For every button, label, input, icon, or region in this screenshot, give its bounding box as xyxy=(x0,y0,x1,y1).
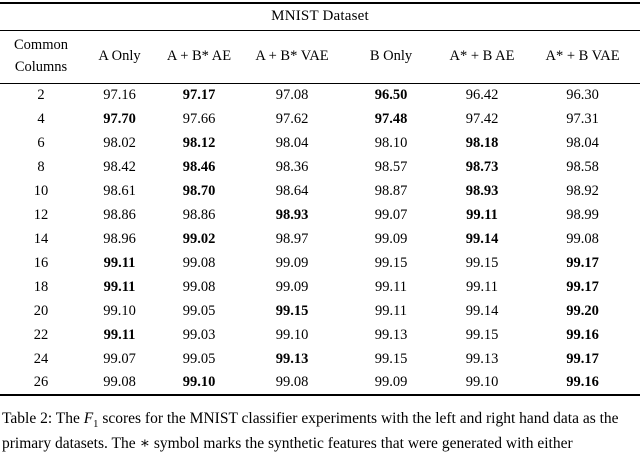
score-cell: 97.42 xyxy=(465,110,499,127)
common-columns-cell: 12 xyxy=(33,206,49,223)
score-cell: 99.11 xyxy=(103,254,136,271)
score-cell: 98.42 xyxy=(103,158,136,175)
common-header-line2: Columns xyxy=(14,58,68,75)
column-header: A* + B VAE xyxy=(525,30,640,83)
score-cell: 99.11 xyxy=(374,278,408,295)
score-cell: 96.30 xyxy=(566,86,599,103)
common-columns-cell: 20 xyxy=(33,302,49,319)
common-columns-cell: 10 xyxy=(33,182,49,199)
common-columns-cell: 6 xyxy=(37,134,45,151)
score-cell: 98.97 xyxy=(275,230,309,247)
score-cell: 99.15 xyxy=(275,302,309,319)
common-columns-cell: 2 xyxy=(37,86,45,103)
score-cell: 97.31 xyxy=(566,110,599,127)
caption-text: scores for the MNIST classifier experiments with the left and right hand data as the primary datasets. The ∗ symbol marks the synthetic features that were generated with either xyxy=(2,410,619,452)
table-row xyxy=(0,347,640,371)
score-cell: 98.86 xyxy=(103,206,136,223)
score-cell: 99.03 xyxy=(182,326,216,343)
table-row xyxy=(0,155,640,179)
column-header: A Only xyxy=(82,30,157,83)
table-row xyxy=(0,275,640,299)
score-cell: 98.58 xyxy=(566,158,599,175)
common-columns-cell: 26 xyxy=(33,374,49,390)
column-header: A + B* AE xyxy=(157,30,241,83)
table-caption xyxy=(0,408,640,455)
score-cell: 99.05 xyxy=(182,302,216,319)
score-cell: 99.07 xyxy=(374,206,408,223)
score-cell: 99.08 xyxy=(103,374,136,390)
column-header: A* + B AE xyxy=(439,30,525,83)
mnist-results-table xyxy=(0,2,640,396)
score-cell: 98.36 xyxy=(275,158,309,175)
score-cell: 98.12 xyxy=(182,134,216,151)
score-cell: 98.61 xyxy=(103,182,136,199)
score-cell: 99.08 xyxy=(275,374,309,390)
score-cell: 98.86 xyxy=(182,206,216,223)
score-cell: 99.09 xyxy=(275,278,309,295)
score-cell: 99.20 xyxy=(566,302,599,319)
common-columns-cell: 22 xyxy=(33,326,49,343)
common-columns-cell: 18 xyxy=(33,278,49,295)
score-cell: 99.10 xyxy=(103,302,136,319)
score-cell: 99.08 xyxy=(182,254,216,271)
table-row xyxy=(0,107,640,131)
column-header-common-columns xyxy=(0,30,82,83)
score-cell: 99.16 xyxy=(566,374,599,390)
common-columns-cell: 16 xyxy=(33,254,49,271)
table-row xyxy=(0,83,640,107)
score-cell: 99.11 xyxy=(465,278,499,295)
score-cell: 99.10 xyxy=(465,374,499,390)
score-cell: 99.17 xyxy=(566,278,599,295)
score-cell: 98.99 xyxy=(566,206,599,223)
common-columns-cell: 4 xyxy=(37,110,45,127)
score-cell: 99.08 xyxy=(566,230,599,247)
column-header-row xyxy=(0,30,640,83)
common-columns-cell: 14 xyxy=(33,230,49,247)
table-row xyxy=(0,371,640,395)
score-cell: 98.70 xyxy=(182,182,216,199)
score-cell: 97.62 xyxy=(275,110,309,127)
table-title-row xyxy=(0,3,640,30)
table-row xyxy=(0,251,640,275)
score-cell: 99.09 xyxy=(374,230,408,247)
column-header: B Only xyxy=(343,30,439,83)
score-cell: 99.13 xyxy=(465,350,499,367)
score-cell: 96.42 xyxy=(465,86,499,103)
score-cell: 99.08 xyxy=(182,278,216,295)
score-cell: 99.11 xyxy=(466,206,498,223)
score-cell: 99.17 xyxy=(566,254,599,271)
score-cell: 99.07 xyxy=(103,350,136,367)
score-cell: 98.92 xyxy=(566,182,599,199)
score-cell: 99.17 xyxy=(566,350,599,367)
score-cell: 98.57 xyxy=(374,158,408,175)
table-row xyxy=(0,227,640,251)
table-row xyxy=(0,179,640,203)
score-cell: 99.09 xyxy=(275,254,309,271)
score-cell: 99.05 xyxy=(182,350,216,367)
score-cell: 98.04 xyxy=(566,134,599,151)
common-columns-cell: 24 xyxy=(33,350,49,367)
score-cell: 98.04 xyxy=(275,134,309,151)
score-cell: 98.93 xyxy=(275,206,309,223)
score-cell: 99.14 xyxy=(465,230,499,247)
f1-symbol: F xyxy=(83,410,94,427)
score-cell: 99.15 xyxy=(465,254,499,271)
score-cell: 98.18 xyxy=(465,134,499,151)
common-header-line1: Common xyxy=(14,37,68,54)
table-row xyxy=(0,131,640,155)
table-body xyxy=(0,83,640,395)
score-cell: 97.17 xyxy=(182,86,216,103)
score-cell: 99.15 xyxy=(374,350,408,367)
score-cell: 99.10 xyxy=(182,374,216,390)
column-header: A + B* VAE xyxy=(241,30,343,83)
table-row xyxy=(0,299,640,323)
score-cell: 99.13 xyxy=(275,350,309,367)
score-cell: 97.66 xyxy=(182,110,216,127)
table-head xyxy=(0,3,640,83)
table-row xyxy=(0,203,640,227)
score-cell: 99.11 xyxy=(103,278,136,295)
table-row xyxy=(0,323,640,347)
score-cell: 99.11 xyxy=(374,302,408,319)
score-cell: 99.15 xyxy=(374,254,408,271)
score-cell: 98.10 xyxy=(374,134,408,151)
score-cell: 99.02 xyxy=(182,230,216,247)
score-cell: 99.09 xyxy=(374,374,408,390)
score-cell: 99.10 xyxy=(275,326,309,343)
f1-subscript: 1 xyxy=(93,419,99,431)
score-cell: 99.15 xyxy=(465,326,499,343)
score-cell: 99.16 xyxy=(566,326,599,343)
common-columns-cell: 8 xyxy=(37,158,45,175)
score-cell: 98.73 xyxy=(465,158,499,175)
score-cell: 98.64 xyxy=(275,182,309,199)
score-cell: 98.96 xyxy=(103,230,136,247)
score-cell: 98.02 xyxy=(103,134,136,151)
score-cell: 98.87 xyxy=(374,182,408,199)
score-cell: 97.16 xyxy=(103,86,136,103)
score-cell: 97.48 xyxy=(374,110,408,127)
score-cell: 99.13 xyxy=(374,326,408,343)
score-cell: 97.08 xyxy=(275,86,309,103)
score-cell: 99.11 xyxy=(103,326,136,343)
score-cell: 98.93 xyxy=(465,182,499,199)
score-cell: 98.46 xyxy=(182,158,216,175)
caption-prefix: Table 2: The xyxy=(2,410,84,427)
table-title: MNIST Dataset xyxy=(0,3,640,30)
score-cell: 97.70 xyxy=(103,110,136,127)
score-cell: 96.50 xyxy=(374,86,408,103)
score-cell: 99.14 xyxy=(465,302,499,319)
